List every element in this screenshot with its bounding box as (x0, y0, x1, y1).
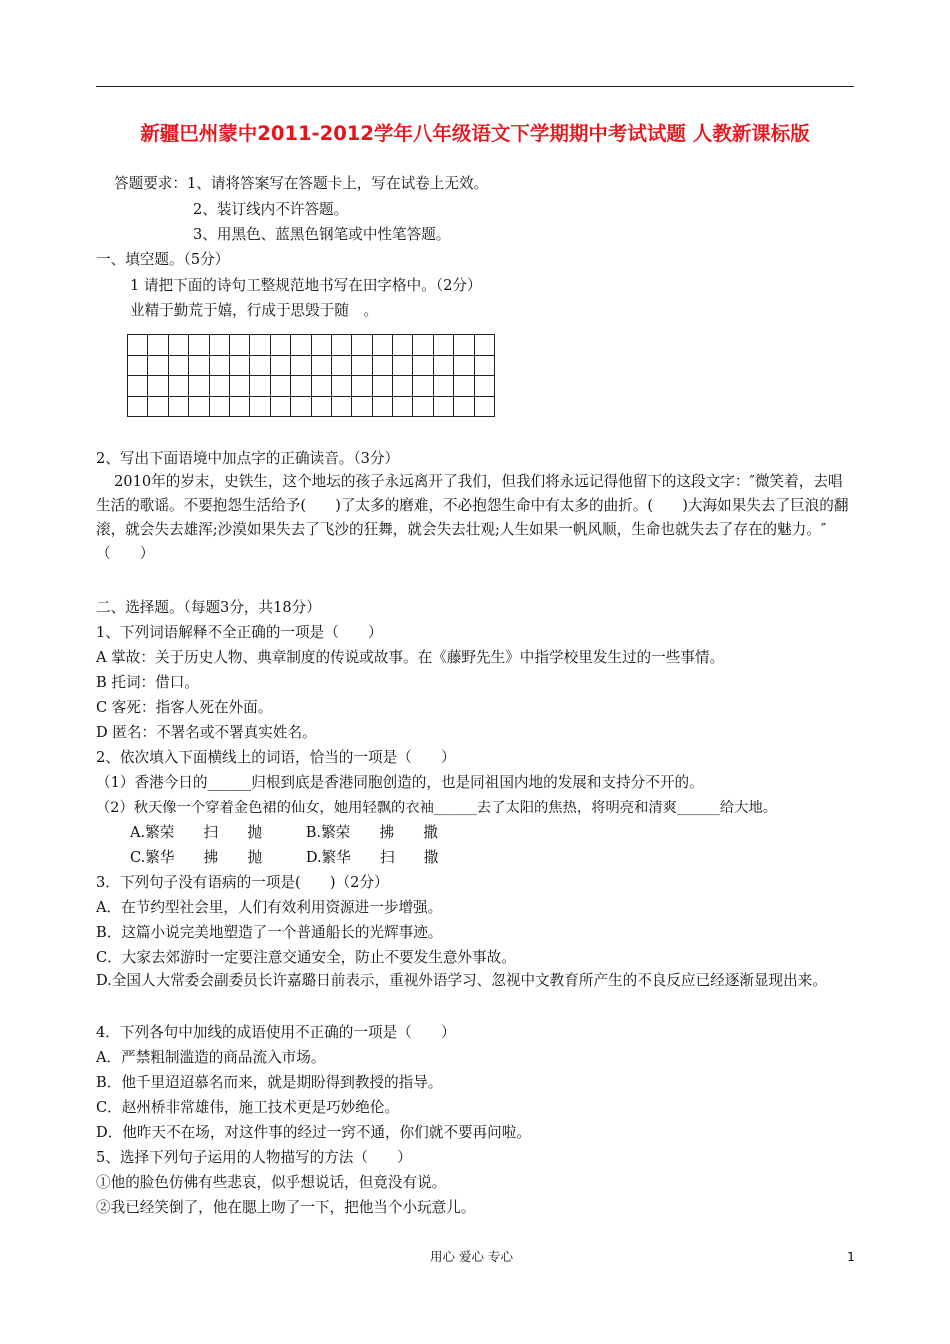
grid-cell (229, 376, 249, 397)
footer-slogan: 用心 爱心 专心 (430, 1249, 513, 1264)
grid-cell (352, 376, 372, 397)
s2-line: （2）秋天像一个穿着金色裙的仙女，她用轻飘的衣袖______去了太阳的焦热，将明亮和清爽______给大地。 (96, 800, 778, 816)
grid-cell (250, 355, 270, 376)
header-rule (96, 86, 854, 87)
grid-cell (393, 376, 413, 397)
grid-cell (433, 376, 453, 397)
grid-cell (454, 355, 474, 376)
grid-cell (128, 355, 148, 376)
grid-cell (148, 335, 168, 356)
grid-cell (331, 376, 351, 397)
s2-line: B．他千里迢迢慕名而来，就是期盼得到教授的指导。 (96, 1074, 443, 1091)
grid-row (128, 335, 495, 356)
grid-cell (311, 376, 331, 397)
grid-cell (372, 335, 392, 356)
page-title: 新疆巴州蒙中2011-2012学年八年级语文下学期期中考试试题 人教新课标版 (140, 122, 810, 145)
grid-cell (189, 376, 209, 397)
grid-cell (352, 396, 372, 417)
grid-cell (168, 335, 188, 356)
grid-cell (250, 376, 270, 397)
question-2-passage: 2010年的岁末，史铁生，这个地坛的孩子永远离开了我们，但我们将永远记得他留下的这段文字：″微笑着，去唱生活的歌谣。不要抱怨生活给予( )了太多的磨难，不必抱怨生命中有太多的曲折。( )大海如果失去了巨浪的翻滚，就会失去雄浑;沙漠如果失去了飞沙的狂舞，就会失去壮观;人生如果一帆风顺，生命也就失去了存在的魅力。″（ ） (96, 473, 849, 562)
grid-cell (454, 396, 474, 417)
grid-cell (311, 396, 331, 417)
s2-line: （1）香港今日的______归根到底是香港同胞创造的，也是同祖国内地的发展和支持分不开的。 (96, 774, 704, 791)
grid-cell (372, 355, 392, 376)
question-1: 1 请把下面的诗句工整规范地书写在田字格中。（2分） (130, 277, 482, 294)
requirement-2: 2、装订线内不许答题。 (193, 201, 349, 218)
grid-cell (270, 396, 290, 417)
requirement-1: 答题要求：1、请将答案写在答题卡上，写在试卷上无效。 (114, 175, 489, 192)
s2-line: D 匿名：不署名或不署真实姓名。 (96, 724, 317, 741)
grid-cell (270, 355, 290, 376)
grid-cell (474, 335, 494, 356)
grid-cell (209, 355, 229, 376)
grid-cell (128, 396, 148, 417)
page-number: 1 (847, 1249, 855, 1264)
s2-line: C．赵州桥非常雄伟，施工技术更是巧妙绝伦。 (96, 1099, 400, 1116)
grid-cell (331, 335, 351, 356)
grid-cell (393, 335, 413, 356)
grid-cell (311, 335, 331, 356)
grid-cell (331, 396, 351, 417)
grid-cell (474, 396, 494, 417)
grid-cell (168, 376, 188, 397)
question-2: 2、写出下面语境中加点字的正确读音。（3分） (96, 450, 400, 467)
grid-cell (250, 335, 270, 356)
grid-cell (148, 396, 168, 417)
s2-line: 4．下列各句中加线的成语使用不正确的一项是（ ） (96, 1024, 456, 1041)
grid-cell (474, 355, 494, 376)
s2-line: ②我已经笑倒了，他在腮上吻了一下，把他当个小玩意儿。 (96, 1199, 476, 1216)
grid-cell (352, 335, 372, 356)
s2-line: D．他昨天不在场，对这件事的经过一窍不通，你们就不要再问啦。 (96, 1124, 531, 1141)
grid-cell (270, 376, 290, 397)
s2-line: B 托词：借口。 (96, 674, 199, 691)
grid-cell (189, 355, 209, 376)
grid-cell (209, 376, 229, 397)
grid-cell (311, 355, 331, 376)
grid-cell (413, 396, 433, 417)
grid-cell (250, 396, 270, 417)
requirement-3: 3、用黑色、蓝黑色钢笔或中性笔答题。 (193, 226, 451, 243)
s2-line: 2、依次填入下面横线上的词语，恰当的一项是（ ） (96, 749, 456, 766)
grid-cell (413, 335, 433, 356)
grid-cell (433, 335, 453, 356)
grid-cell (433, 396, 453, 417)
grid-cell (474, 376, 494, 397)
s2-line: C 客死：指客人死在外面。 (96, 699, 273, 716)
grid-cell (413, 355, 433, 376)
grid-cell (352, 355, 372, 376)
grid-cell (291, 376, 311, 397)
s2-line: B．这篇小说完美地塑造了一个普通船长的光辉事迹。 (96, 924, 443, 941)
s2-line: C．大家去郊游时一定要注意交通安全，防止不要发生意外事故。 (96, 949, 516, 966)
grid-cell (128, 376, 148, 397)
grid-cell (291, 396, 311, 417)
grid-cell (168, 355, 188, 376)
s2-line: 1、下列词语解释不全正确的一项是（ ） (96, 624, 383, 641)
grid-cell (433, 355, 453, 376)
grid-cell (128, 335, 148, 356)
grid-cell (372, 376, 392, 397)
grid-cell (189, 335, 209, 356)
grid-cell (168, 396, 188, 417)
grid-cell (209, 335, 229, 356)
grid-row (128, 355, 495, 376)
grid-cell (372, 396, 392, 417)
s2-line: A．在节约型社会里，人们有效利用资源进一步增强。 (96, 899, 443, 916)
grid-cell (291, 355, 311, 376)
s2-line: A 掌故：关于历史人物、典章制度的传说或故事。在《藤野先生》中指学校里发生过的一些事情。 (96, 649, 725, 666)
grid-cell (148, 355, 168, 376)
grid-row (128, 396, 495, 417)
grid-cell (209, 396, 229, 417)
grid-cell (229, 355, 249, 376)
grid-cell (148, 376, 168, 397)
grid-cell (454, 335, 474, 356)
s2-line: 3．下列句子没有语病的一项是( )（2分） (96, 874, 389, 891)
s2-option-row: A.繁荣 扫 抛 B.繁荣 拂 撒 (130, 824, 438, 841)
grid-cell (393, 355, 413, 376)
s2-line: ①他的脸色仿佛有些悲哀，似乎想说话，但竟没有说。 (96, 1174, 447, 1191)
writing-grid (127, 334, 495, 417)
grid-cell (229, 396, 249, 417)
s2-option-row: C.繁华 拂 抛 D.繁华 扫 撒 (130, 849, 439, 866)
section-1-heading: 一、填空题。（5分） (96, 251, 230, 268)
grid-row (128, 376, 495, 397)
grid-cell (291, 335, 311, 356)
s2-line: D.全国人大常委会副委员长许嘉璐日前表示，重视外语学习、忽视中文教育所产生的不良反应已经逐渐显现出来。 (96, 972, 827, 989)
s2-line: A．严禁粗制滥造的商品流入市场。 (96, 1049, 326, 1066)
section-2-heading: 二、选择题。（每题3分，共18分） (96, 599, 321, 616)
grid-cell (393, 396, 413, 417)
grid-cell (189, 396, 209, 417)
poem-line: 业精于勤荒于嬉，行成于思毁于随 。 (130, 302, 379, 319)
grid-cell (413, 376, 433, 397)
grid-cell (270, 335, 290, 356)
s2-line: 5、选择下列句子运用的人物描写的方法（ ） (96, 1149, 412, 1166)
grid-cell (331, 355, 351, 376)
grid-cell (229, 335, 249, 356)
grid-cell (454, 376, 474, 397)
